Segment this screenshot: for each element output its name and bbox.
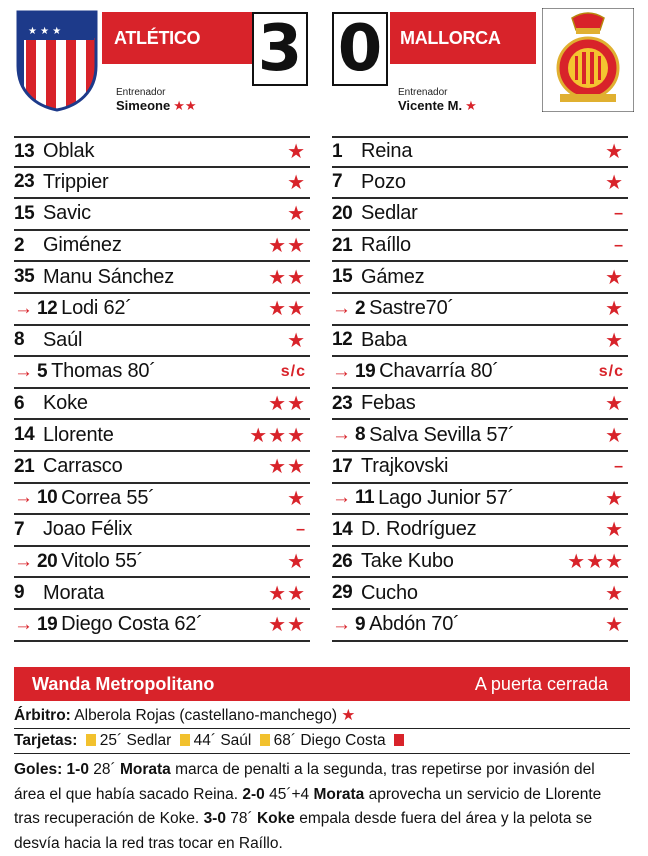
player-row	[332, 578, 628, 610]
goal-score: 3-0	[203, 810, 226, 827]
substitute-row	[14, 484, 310, 516]
away-coach-rating: ★	[465, 98, 477, 113]
player-number: 26	[332, 550, 353, 572]
player-row	[14, 389, 310, 421]
player-rating: ★	[605, 614, 624, 637]
player-number: 15	[332, 266, 353, 288]
referee-line	[14, 706, 630, 729]
player-name: Sedlar	[361, 202, 418, 225]
player-rating: ★	[287, 141, 306, 164]
player-row	[14, 326, 310, 358]
player-rating: ★	[287, 487, 306, 510]
substitution-arrow-icon: →	[332, 424, 351, 446]
player-rating: ★★★	[567, 551, 624, 574]
player-name: Abdón 70´	[369, 613, 460, 636]
player-rating: ★★	[268, 614, 306, 637]
goal-description: empala desde fuera del área y la pelota se desvía hacia la red tras tocar en Raíllo.	[14, 810, 593, 852]
player-name: Vitolo 55´	[61, 550, 144, 573]
player-number: 23	[14, 171, 35, 193]
player-name: Correa 55´	[61, 486, 155, 509]
substitution-arrow-icon: →	[332, 613, 351, 635]
player-number: 2	[355, 297, 366, 319]
player-rating: ★	[287, 203, 306, 226]
player-row	[332, 168, 628, 200]
player-name: Sastre70´	[369, 297, 454, 320]
player-row	[332, 262, 628, 294]
player-row	[332, 547, 628, 579]
goal-minute: 78´	[225, 810, 257, 827]
player-rating: ★	[605, 582, 624, 605]
substitution-arrow-icon: →	[14, 360, 33, 382]
player-row	[332, 199, 628, 231]
player-name: Trippier	[43, 170, 109, 193]
player-number: 14	[14, 424, 35, 446]
player-number: 20	[332, 202, 353, 224]
red-card-icon	[394, 734, 404, 746]
player-number: 5	[37, 360, 48, 382]
player-name: Joao Félix	[43, 518, 133, 541]
player-row	[332, 515, 628, 547]
player-rating: s/c	[280, 362, 306, 380]
player-name: Cucho	[361, 581, 418, 604]
substitution-arrow-icon: →	[14, 550, 33, 572]
player-number: 2	[14, 234, 25, 256]
referee-label: Árbitro:	[14, 707, 71, 724]
player-rating: ★	[287, 329, 306, 352]
referee-rating: ★	[341, 707, 356, 724]
player-name: Gámez	[361, 265, 425, 288]
player-number: 19	[355, 360, 376, 382]
player-name: Carrasco	[43, 455, 123, 478]
player-rating: ★	[287, 171, 306, 194]
substitution-arrow-icon: →	[14, 297, 33, 319]
yellow-card-icon	[180, 734, 190, 746]
goal-scorer: Morata	[313, 785, 365, 803]
player-number: 19	[37, 613, 58, 635]
goal-description: aprovecha un servicio de Llorente tras recuperación de Koke.	[14, 785, 602, 827]
player-row	[332, 452, 628, 484]
player-name: Savic	[43, 202, 91, 225]
player-name: Saúl	[43, 328, 83, 351]
player-number: 17	[332, 455, 353, 477]
player-number: 6	[14, 392, 25, 414]
player-number: 15	[14, 202, 35, 224]
player-name: Chavarría 80´	[379, 360, 499, 383]
player-rating: ★★	[268, 393, 306, 416]
away-coach-role: Entrenador	[398, 87, 448, 98]
away-team-name: MALLORCA	[390, 12, 536, 64]
player-rating: ★	[605, 329, 624, 352]
player-name: Oblak	[43, 140, 95, 163]
goal-score: 2-0	[242, 785, 265, 803]
card-entry: 44´ Saúl	[193, 732, 252, 749]
substitution-arrow-icon: →	[332, 487, 351, 509]
player-row	[14, 452, 310, 484]
player-name: Febas	[361, 392, 416, 415]
player-name: Morata	[43, 581, 105, 604]
player-rating: ★★	[268, 456, 306, 479]
goal-score: 1-0	[66, 761, 89, 778]
atletico-crest-icon	[14, 8, 100, 112]
player-number: 11	[355, 487, 375, 509]
player-row	[332, 326, 628, 358]
referee-name: Alberola Rojas (castellano-manchego)	[74, 707, 338, 724]
player-number: 21	[14, 455, 35, 477]
player-number: 7	[14, 518, 25, 540]
player-number: 7	[332, 171, 343, 193]
player-name: Lago Junior 57´	[378, 486, 515, 509]
player-name: Koke	[43, 392, 88, 415]
player-number: 12	[37, 297, 58, 319]
player-rating: ★	[605, 141, 624, 164]
player-rating: ★★★	[249, 424, 306, 447]
substitution-arrow-icon: →	[332, 297, 351, 319]
home-coach-name: Simeone	[116, 98, 171, 113]
player-rating: –	[614, 236, 624, 254]
home-score: 3	[252, 12, 308, 86]
player-name: Baba	[361, 328, 407, 351]
player-number: 29	[332, 582, 353, 604]
goal-minute: 28´	[88, 761, 120, 778]
player-row	[14, 420, 310, 452]
player-rating: ★★	[268, 298, 306, 321]
yellow-card-icon	[260, 734, 270, 746]
substitute-row	[332, 484, 628, 516]
goal-scorer: Koke	[256, 810, 295, 827]
away-coach	[398, 86, 477, 114]
player-rating: ★	[287, 551, 306, 574]
home-team-name: ATLÉTICO	[102, 12, 252, 64]
player-rating: ★	[605, 393, 624, 416]
player-number: 14	[332, 518, 353, 540]
player-rating: –	[614, 457, 624, 475]
player-rating: ★★	[268, 582, 306, 605]
player-row	[332, 389, 628, 421]
player-name: Giménez	[43, 234, 122, 257]
goal-scorer: Morata	[119, 761, 171, 778]
player-rating: ★	[605, 487, 624, 510]
player-rating: ★	[605, 171, 624, 194]
player-number: 23	[332, 392, 353, 414]
away-score: 0	[332, 12, 388, 86]
card-entry: 25´ Sedlar	[99, 732, 172, 749]
home-lineup	[14, 136, 310, 642]
substitute-row	[14, 294, 310, 326]
player-number: 9	[355, 613, 366, 635]
goal-description: marca de penalti a la segunda, tras repetirse por invasión del área el que había sacado Reina.	[14, 761, 595, 803]
stadium-name: Wanda Metropolitano	[32, 673, 215, 694]
yellow-card-icon	[86, 734, 96, 746]
player-number: 13	[14, 140, 35, 162]
venue-bar	[14, 667, 630, 701]
player-row	[14, 262, 310, 294]
player-name: D. Rodríguez	[361, 518, 477, 541]
goal-minute: 45´+4	[264, 785, 314, 803]
player-name: Trajkovski	[361, 455, 449, 478]
player-row	[14, 515, 310, 547]
player-row	[14, 136, 310, 168]
substitution-arrow-icon: →	[14, 487, 33, 509]
player-rating: ★	[605, 266, 624, 289]
player-name: Thomas 80´	[51, 360, 156, 383]
player-rating: –	[614, 204, 624, 222]
substitute-row	[332, 420, 628, 452]
substitute-row	[14, 610, 310, 642]
player-row	[14, 231, 310, 263]
player-name: Take Kubo	[361, 550, 454, 573]
venue-note: A puerta cerrada	[474, 673, 608, 694]
player-number: 10	[37, 487, 58, 509]
mallorca-crest-icon	[542, 8, 634, 112]
substitution-arrow-icon: →	[14, 613, 33, 635]
player-rating: s/c	[598, 362, 624, 380]
match-header	[14, 6, 634, 124]
player-number: 20	[37, 550, 58, 572]
svg-text:★ ★ ★: ★ ★ ★	[28, 26, 62, 37]
substitute-row	[14, 547, 310, 579]
player-row	[332, 231, 628, 263]
player-rating: ★	[605, 519, 624, 542]
goals-label: Goles:	[14, 761, 63, 778]
player-number: 9	[14, 582, 25, 604]
player-rating: ★★	[268, 235, 306, 258]
player-number: 35	[14, 266, 35, 288]
away-coach-name: Vicente M.	[398, 98, 463, 113]
cards-label: Tarjetas:	[14, 732, 78, 749]
player-name: Raíllo	[361, 234, 411, 257]
player-number: 21	[332, 234, 353, 256]
player-rating: ★	[605, 298, 624, 321]
goals-summary	[14, 758, 630, 856]
player-rating: ★★	[268, 266, 306, 289]
player-name: Lodi 62´	[61, 297, 132, 320]
player-row	[332, 136, 628, 168]
substitute-row	[332, 610, 628, 642]
player-rating: ★	[605, 424, 624, 447]
player-row	[14, 578, 310, 610]
player-name: Diego Costa 62´	[61, 613, 203, 636]
player-name: Llorente	[43, 423, 114, 446]
substitution-arrow-icon: →	[332, 360, 351, 382]
home-coach-role: Entrenador	[116, 87, 166, 98]
cards-line	[14, 731, 630, 754]
player-name: Manu Sánchez	[43, 265, 175, 288]
substitute-row	[14, 357, 310, 389]
player-number: 8	[355, 424, 366, 446]
player-number: 8	[14, 329, 25, 351]
substitute-row	[332, 357, 628, 389]
home-coach-rating: ★★	[173, 98, 197, 113]
player-name: Pozo	[361, 170, 406, 193]
player-row	[14, 168, 310, 200]
player-row	[14, 199, 310, 231]
card-entry: 68´ Diego Costa	[273, 732, 386, 749]
home-coach	[116, 86, 197, 114]
player-number: 12	[332, 329, 353, 351]
away-lineup	[332, 136, 628, 642]
player-name: Reina	[361, 140, 413, 163]
substitute-row	[332, 294, 628, 326]
player-rating: –	[296, 520, 306, 538]
player-name: Salva Sevilla 57´	[369, 423, 515, 446]
player-number: 1	[332, 140, 343, 162]
